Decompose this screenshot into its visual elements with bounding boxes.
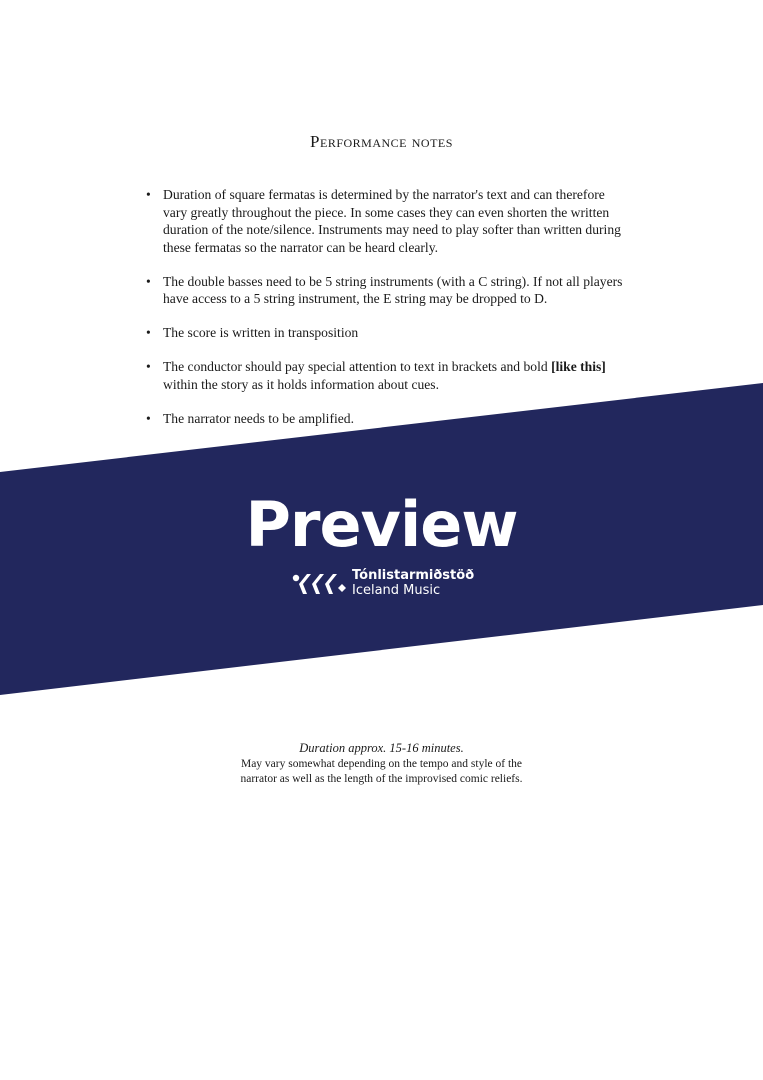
bullet-glyph: • [146, 359, 151, 374]
page-title: Performance notes [310, 132, 453, 151]
duration-detail-line: May vary somewhat depending on the tempo and style of the [240, 757, 523, 770]
note-text: within the story as it holds information about cues. [163, 376, 439, 392]
bullet-glyph: • [146, 410, 151, 426]
note-text: Duration of square fermatas is determined by the narrator's text and can therefore vary greatly throughout the piece. In some cases they can even shorten the written duration of the note/silence. Instruments may need to play softer than written during these fermatas so the narrator can be heard clearly. [163, 187, 621, 255]
duration-detail-line: narrator as well as the length of the improvised comic reliefs. [240, 773, 523, 785]
note-text: The narrator needs to be amplified. [163, 410, 354, 426]
logo-name-english: Iceland Music [352, 583, 441, 598]
duration-heading: Duration approx. 15-16 minutes. [299, 741, 464, 755]
preview-watermark-label: Preview [245, 488, 518, 561]
bullet-glyph: • [146, 325, 151, 340]
iceland-music-logo-icon [292, 571, 346, 597]
note-bold-text: [like this] [551, 359, 606, 374]
bullet-glyph: • [146, 187, 151, 202]
note-text: The conductor should pay special attention to text in brackets and bold [163, 359, 552, 374]
note-text: The score is written in transposition [163, 325, 359, 340]
logo-name-icelandic: Tónlistarmiðstöð [352, 568, 475, 583]
bullet-glyph: • [146, 273, 151, 289]
duration-note [0, 741, 763, 788]
note-text: The double basses need to be 5 string instruments (with a C string). If not all players have access to a 5 string instrument, the E string may be dropped to D. [163, 273, 623, 306]
